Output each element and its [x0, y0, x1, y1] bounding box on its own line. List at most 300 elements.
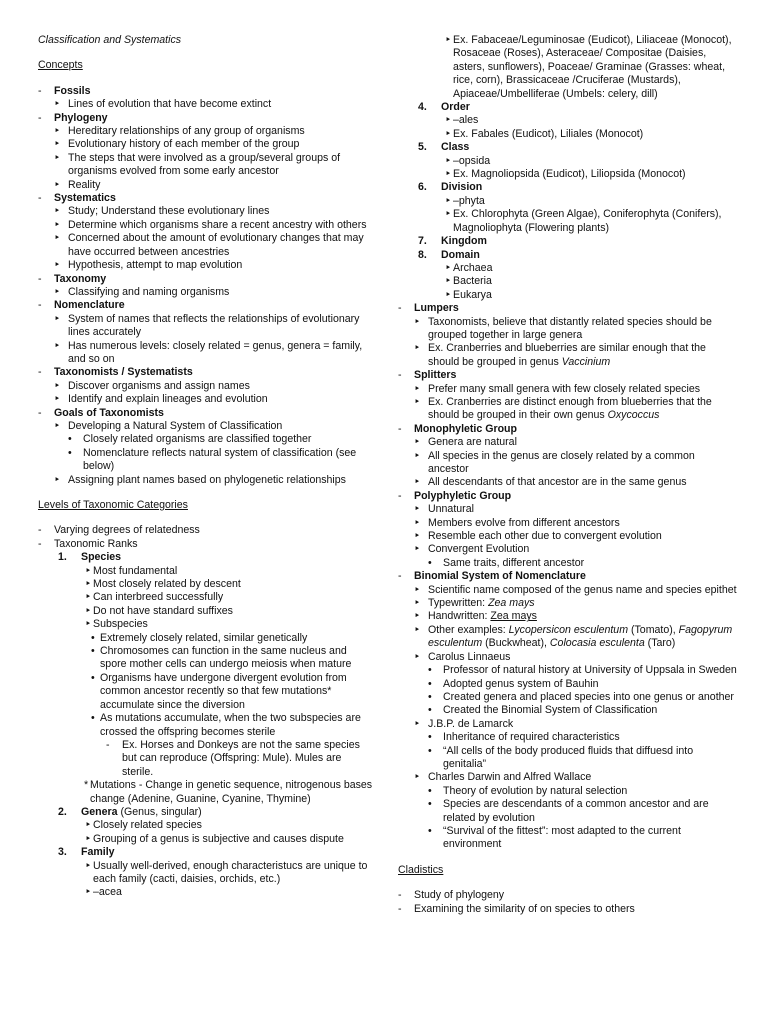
bullet-marker: -	[38, 299, 42, 312]
bullet-marker: ‣	[414, 436, 421, 449]
bullet-marker: -	[398, 369, 402, 382]
item-text	[453, 262, 738, 275]
list-item	[398, 731, 738, 744]
text-run: Evolutionary history of each member of the group	[68, 138, 300, 151]
text-run: “Survival of the fittest”: most adapted to the current environment	[443, 824, 681, 851]
item-heading: Taxonomy	[54, 272, 107, 285]
bullet-marker: 2.	[58, 805, 67, 818]
document-title: Classification and Systematics	[38, 34, 182, 46]
list-item	[38, 886, 374, 899]
bullet-marker: ‣	[445, 261, 452, 274]
text-run: Ex. Chlorophyta (Green Algae), Coniferophyta (Conifers), Magnoliophyta (Flowering plants)	[453, 208, 722, 234]
list-item	[38, 538, 374, 551]
item-text	[93, 833, 374, 846]
text-run: Usually well-derived, enough characteristucs are unique to each family (cacti, daisies, orchids, etc.)	[93, 859, 368, 885]
text-run: Identify and explain lineages and evolution	[68, 393, 268, 406]
text-run: Varying degrees of relatedness	[54, 524, 200, 537]
text-run: Theory of evolution by natural selection	[443, 784, 628, 797]
text-run: Assigning plant names based on phylogenetic relationships	[68, 473, 346, 486]
list-item	[38, 192, 374, 205]
text-run: Carolus Linnaeus	[428, 650, 511, 663]
list-item	[38, 779, 374, 806]
item-text	[441, 249, 738, 262]
list-item	[398, 785, 738, 798]
item-text	[428, 450, 738, 477]
bullet-marker: ‣	[85, 591, 92, 604]
bullet-marker: *	[84, 779, 89, 792]
item-text	[68, 179, 374, 192]
bullet-marker: ‣	[445, 168, 452, 181]
text-run: Charles Darwin and Alfred Wallace	[428, 771, 592, 784]
text-run: Classifying and naming organisms	[68, 285, 230, 298]
text-run: Genera are natural	[428, 436, 517, 449]
item-heading: Binomial System of Nomenclature	[414, 570, 586, 583]
text-run: Ex. Fabaceae/Leguminosae (Eudicot), Liliaceae (Monocot), Rosaceae (Roses), Asteraceae/ Compositae (Daisies, asters, sunflowers), Poaceae/ Graminae (Grasses: wheat, rice, corn), Brassicaceae /Cruciferae (Mustards), Apiaceae/Umbelliferae (Umbels: celery, dill)	[453, 34, 732, 100]
item-text	[122, 739, 374, 779]
item-text	[428, 517, 738, 530]
bullet-marker: ‣	[445, 154, 452, 167]
list-item	[38, 380, 374, 393]
text-run: Organisms have undergone divergent evolution from common ancestor recently so that few mutations* accumulate since the diversion	[100, 671, 347, 711]
item-text	[453, 34, 738, 101]
section-heading: Levels of Taxonomic Categories	[38, 499, 188, 511]
list-item	[398, 342, 738, 369]
item-text	[428, 530, 738, 543]
list-item	[38, 138, 374, 151]
item-text	[453, 155, 738, 168]
bullet-marker: •	[428, 798, 432, 811]
text-run: Ex. Fabales (Eudicot), Liliales (Monocot)	[453, 127, 644, 140]
bullet-marker: •	[428, 744, 432, 757]
item-heading: Polyphyletic Group	[414, 489, 512, 502]
list-item	[38, 273, 374, 286]
text-run: Concerned about the amount of evolutionary changes that may have occurred between ancestries	[68, 232, 364, 258]
left-column	[38, 0, 374, 900]
item-text	[83, 447, 374, 474]
item-text	[68, 125, 374, 138]
item-text	[54, 524, 374, 537]
list-item	[398, 262, 738, 275]
list-item	[38, 340, 374, 367]
item-text	[68, 393, 374, 406]
list-item	[398, 302, 738, 315]
item-heading: Family	[81, 846, 115, 859]
list-item	[398, 771, 738, 784]
bullet-marker: •	[428, 704, 432, 717]
text-run: Typewritten:	[428, 597, 489, 610]
list-item	[398, 275, 738, 288]
bullet-marker: ‣	[54, 473, 61, 486]
list-item	[398, 503, 738, 516]
bullet-marker: ‣	[445, 127, 452, 140]
bullet-marker: •	[91, 645, 95, 658]
list-item	[398, 396, 738, 423]
item-text	[54, 299, 374, 312]
bullet-marker: 1.	[58, 551, 67, 564]
text-run: Hereditary relationships of any group of organisms	[68, 125, 305, 138]
item-text	[443, 825, 738, 852]
text-run: Handwritten:	[428, 610, 491, 623]
item-text	[428, 597, 738, 610]
item-text	[100, 712, 374, 739]
text-run: J.B.P. de Lamarck	[428, 717, 514, 730]
item-text	[93, 819, 374, 832]
item-text	[100, 645, 374, 672]
list-item	[398, 651, 738, 664]
bullet-marker: 5.	[418, 141, 427, 154]
list-item	[398, 570, 738, 583]
bullet-marker: ‣	[414, 543, 421, 556]
bullet-marker: -	[106, 738, 110, 751]
item-text	[428, 584, 738, 597]
italic-term: Zea mays	[488, 597, 535, 610]
item-text	[428, 396, 738, 423]
list-item	[38, 806, 374, 819]
text-run: Has numerous levels: closely related = genus, genera = family, and so on	[68, 339, 363, 365]
item-text	[54, 192, 374, 205]
item-heading: Division	[441, 181, 483, 194]
italic-term: Fagopyrum esculentum	[428, 623, 733, 650]
item-text	[54, 407, 374, 420]
bullet-marker: 6.	[418, 181, 427, 194]
list-item	[38, 819, 374, 832]
item-text	[453, 195, 738, 208]
item-text	[443, 798, 738, 825]
item-text	[83, 433, 374, 446]
item-text	[428, 436, 738, 449]
list-item	[38, 407, 374, 420]
item-text	[428, 610, 738, 623]
text-run: “All cells of the body produced fluids that diffuesd into genitalia”	[443, 744, 694, 770]
text-run: Archaea	[453, 261, 493, 274]
item-text	[68, 205, 374, 218]
item-text	[54, 366, 374, 379]
item-text	[90, 779, 374, 806]
list-item	[398, 530, 738, 543]
list-item	[398, 691, 738, 704]
list-item	[38, 125, 374, 138]
bullet-marker: -	[398, 889, 402, 902]
item-text	[428, 543, 738, 556]
bullet-marker: ‣	[85, 604, 92, 617]
list-item	[38, 551, 374, 564]
list-item	[38, 112, 374, 125]
section-heading: Cladistics	[398, 863, 444, 876]
bullet-marker: 8.	[418, 248, 427, 261]
text-run: Ex. Magnoliopsida (Eudicot), Liliopsida (Monocot)	[453, 168, 686, 181]
item-text	[441, 235, 738, 248]
item-text	[414, 570, 738, 583]
item-text	[453, 208, 738, 235]
bullet-marker: ‣	[54, 138, 61, 151]
text-run: All descendants of that ancestor are in the same genus	[428, 476, 687, 489]
bullet-marker: 7.	[418, 235, 427, 248]
item-text	[68, 380, 374, 393]
item-text	[93, 618, 374, 631]
text-run: The steps that were involved as a group/several groups of organisms evolved from some early ancestor	[68, 151, 341, 178]
list-item	[398, 195, 738, 208]
bullet-marker: ‣	[85, 832, 92, 845]
underlined-term: Zea mays	[490, 610, 537, 623]
item-text	[428, 624, 738, 651]
list-item	[38, 712, 374, 739]
list-item	[38, 366, 374, 379]
item-text	[93, 578, 374, 591]
text-run: Same traits, different ancestor	[443, 556, 585, 569]
text-run: Other examples:	[428, 623, 509, 636]
list-item	[38, 259, 374, 272]
item-text	[443, 704, 738, 717]
bullet-marker: ‣	[85, 578, 92, 591]
list-item	[398, 664, 738, 677]
bullet-marker: -	[38, 192, 42, 205]
list-item	[398, 168, 738, 181]
bullet-marker: ‣	[445, 208, 452, 221]
bullet-marker: ‣	[414, 516, 421, 529]
bullet-marker: ‣	[414, 771, 421, 784]
item-text	[93, 605, 374, 618]
bullet-marker: ‣	[85, 564, 92, 577]
text-run: All species in the genus are closely related by a common ancestor	[428, 449, 695, 475]
item-text	[414, 302, 738, 315]
bullet-marker: ‣	[54, 259, 61, 272]
text-run: –ales	[453, 114, 479, 127]
item-text	[441, 101, 738, 114]
list-item	[38, 447, 374, 474]
list-item	[398, 584, 738, 597]
bullet-marker: ‣	[414, 623, 421, 636]
text-run: Ex. Cranberries and blueberries are similar enough that the should be grouped in genus	[428, 342, 706, 368]
list-item	[398, 155, 738, 168]
bullet-marker: -	[38, 406, 42, 419]
list-item	[38, 846, 374, 859]
list-item	[38, 565, 374, 578]
item-text	[100, 672, 374, 712]
bullet-marker: ‣	[54, 285, 61, 298]
list-item	[38, 393, 374, 406]
bullet-marker: ‣	[445, 114, 452, 127]
list-item	[398, 141, 738, 154]
bullet-marker: 3.	[58, 846, 67, 859]
text-run: Most fundamental	[93, 564, 178, 577]
list-item	[38, 179, 374, 192]
bullet-marker: ‣	[85, 819, 92, 832]
list-item	[38, 98, 374, 111]
list-item	[38, 219, 374, 232]
bullet-marker: •	[91, 671, 95, 684]
item-text	[428, 342, 738, 369]
item-text	[428, 771, 738, 784]
item-text	[68, 286, 374, 299]
bullet-marker: •	[428, 824, 432, 837]
item-text	[68, 138, 374, 151]
item-heading: Splitters	[414, 369, 457, 382]
item-text	[443, 731, 738, 744]
bullet-marker: -	[38, 272, 42, 285]
bullet-marker: ‣	[414, 650, 421, 663]
list-item	[398, 476, 738, 489]
bullet-marker: •	[428, 677, 432, 690]
bullet-marker: ‣	[54, 339, 61, 352]
list-item	[398, 798, 738, 825]
item-text	[443, 678, 738, 691]
list-item	[38, 205, 374, 218]
item-text	[54, 85, 374, 98]
text-run: (Buckwheat),	[482, 637, 550, 650]
item-text	[54, 538, 374, 551]
text-run: (Tomato),	[628, 623, 679, 636]
item-text	[453, 168, 738, 181]
text-run: Resemble each other due to convergent evolution	[428, 530, 662, 543]
bullet-marker: •	[428, 731, 432, 744]
bullet-marker: 4.	[418, 101, 427, 114]
list-item	[38, 645, 374, 672]
list-item	[398, 316, 738, 343]
bullet-marker: -	[38, 366, 42, 379]
item-text	[68, 98, 374, 111]
list-item	[398, 235, 738, 248]
list-item	[38, 232, 374, 259]
item-text	[68, 313, 374, 340]
bullet-marker: ‣	[414, 583, 421, 596]
item-text	[68, 340, 374, 367]
item-heading: Kingdom	[441, 235, 487, 248]
bullet-marker: ‣	[85, 886, 92, 899]
list-item	[398, 543, 738, 556]
item-text	[93, 591, 374, 604]
text-run: Unnatural	[428, 503, 474, 516]
item-text	[428, 316, 738, 343]
list-item	[398, 704, 738, 717]
text-run: Determine which organisms share a recent ancestry with others	[68, 218, 367, 231]
list-item	[398, 181, 738, 194]
item-text	[414, 889, 738, 902]
italic-term: Lycopersicon esculentum	[508, 623, 629, 636]
text-run: Nomenclature reflects natural system of classification (see below)	[83, 446, 357, 473]
bullet-marker: ‣	[85, 859, 92, 872]
bullet-marker: ‣	[445, 194, 452, 207]
bullet-marker: ‣	[54, 419, 61, 432]
bullet-marker: ‣	[54, 178, 61, 191]
list-item	[38, 591, 374, 604]
text-run: Members evolve from different ancestors	[428, 516, 620, 529]
list-item	[38, 299, 374, 312]
bullet-marker: ‣	[54, 98, 61, 111]
text-run: –phyta	[453, 194, 485, 207]
text-run: Bacteria	[453, 275, 492, 288]
list-item	[398, 208, 738, 235]
text-run: –opsida	[453, 154, 491, 167]
bullet-marker: ‣	[414, 717, 421, 730]
list-item	[398, 101, 738, 114]
item-text	[81, 551, 374, 564]
bullet-marker: -	[398, 902, 402, 915]
bullet-marker: ‣	[445, 34, 452, 46]
text-run: Taxonomic Ranks	[54, 537, 138, 550]
bullet-marker: ‣	[54, 379, 61, 392]
section-heading: Concepts	[38, 59, 83, 72]
bullet-marker: ‣	[414, 315, 421, 328]
text-run: Adopted genus system of Bauhin	[443, 677, 599, 690]
item-text	[54, 112, 374, 125]
text-run: Can interbreed successfully	[93, 591, 224, 604]
text-run: Most closely related by descent	[93, 578, 241, 591]
text-run: Convergent Evolution	[428, 543, 530, 556]
bullet-marker: ‣	[54, 232, 61, 245]
bullet-marker: •	[428, 690, 432, 703]
item-text	[443, 745, 738, 772]
list-item	[398, 610, 738, 623]
item-text	[441, 141, 738, 154]
bullet-marker: ‣	[85, 618, 92, 631]
item-text	[428, 383, 738, 396]
item-text	[443, 691, 738, 704]
item-heading: Species	[81, 551, 122, 564]
bullet-marker: •	[428, 664, 432, 677]
item-text	[443, 557, 738, 570]
text-run: Created genera and placed species into one genus or another	[443, 690, 734, 703]
text-run: Created the Binomial System of Classification	[443, 704, 658, 717]
text-run: Study; Understand these evolutionary lines	[68, 205, 270, 218]
item-text	[68, 420, 374, 433]
bullet-marker: -	[38, 524, 42, 537]
list-item	[398, 517, 738, 530]
item-text	[428, 718, 738, 731]
bullet-marker: -	[398, 302, 402, 315]
bullet-marker: •	[68, 433, 72, 446]
text-run: Discover organisms and assign names	[68, 379, 250, 392]
bullet-marker: -	[398, 422, 402, 435]
item-heading: Genera	[81, 805, 118, 818]
list-item	[398, 128, 738, 141]
text-run: Examining the similarity of on species to others	[414, 902, 635, 915]
item-text	[414, 423, 738, 436]
text-run: Eukarya	[453, 288, 492, 301]
text-run: Professor of natural history at University of Uppsala in Sweden	[443, 664, 737, 677]
text-run: Reality	[68, 178, 101, 191]
text-run: Ex. Horses and Donkeys are not the same species but can reproduce (Offspring: Mule). Mules are sterile.	[122, 738, 360, 778]
item-text	[453, 114, 738, 127]
item-text	[93, 860, 374, 887]
list-item	[38, 618, 374, 631]
text-run: System of names that reflects the relationships of evolutionary lines accurately	[68, 312, 360, 339]
text-run: Extremely closely related, similar genetically	[100, 631, 308, 644]
item-text	[428, 651, 738, 664]
list-item	[398, 624, 738, 651]
list-item	[398, 903, 738, 916]
text-run: Grouping of a genus is subjective and causes dispute	[93, 832, 344, 845]
item-text	[414, 369, 738, 382]
text-run: Taxonomists, believe that distantly related species should be grouped together in large genera	[428, 315, 712, 341]
text-run: Closely related organisms are classified together	[83, 433, 312, 446]
text-run: Inheritance of required characteristics	[443, 731, 620, 744]
item-text	[443, 785, 738, 798]
item-text	[453, 275, 738, 288]
text-run: Do not have standard suffixes	[93, 604, 233, 617]
text-run: Lines of evolution that have become extinct	[68, 98, 272, 111]
bullet-marker: ‣	[54, 151, 61, 164]
list-item	[398, 825, 738, 852]
item-text	[81, 806, 374, 819]
list-item	[38, 286, 374, 299]
text-run: Study of phylogeny	[414, 889, 505, 902]
text-run: Ex. Cranberries are distinct enough from blueberries that the should be grouped in their own genus	[428, 395, 712, 422]
item-text	[414, 903, 738, 916]
item-text	[453, 289, 738, 302]
item-heading: Order	[441, 101, 470, 114]
text-run: –acea	[93, 886, 122, 899]
bullet-marker: ‣	[414, 395, 421, 408]
